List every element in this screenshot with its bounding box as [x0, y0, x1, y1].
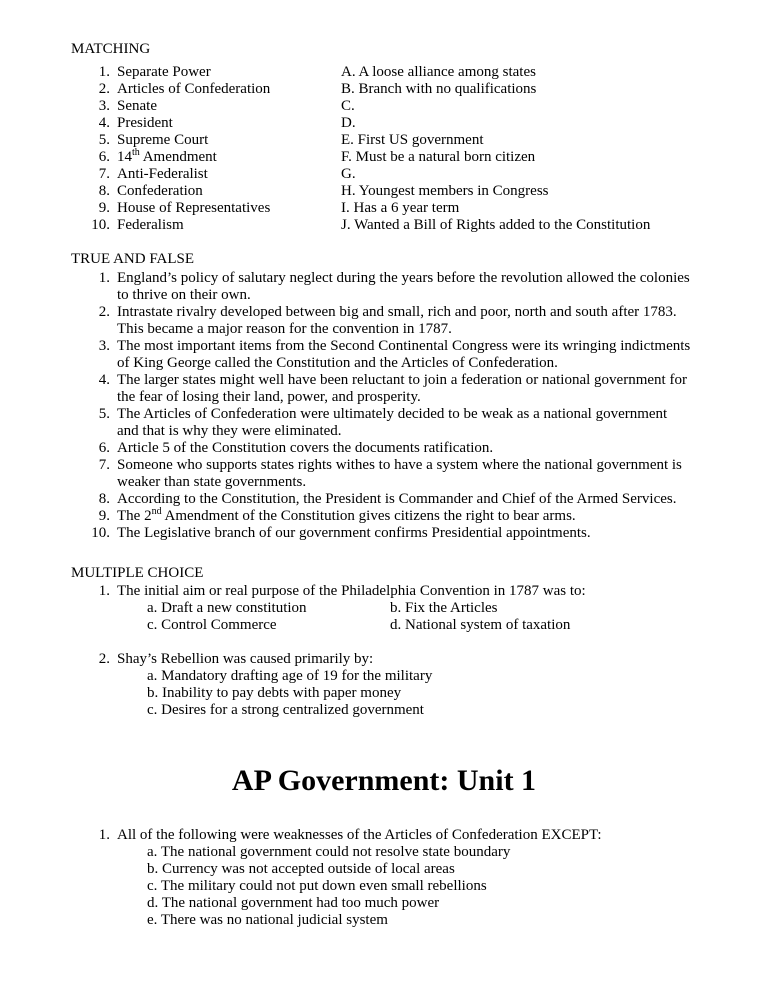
item-number: 2.: [98, 304, 110, 320]
item-text: The larger states might well have been reluctant to join a federation or national government for: [117, 372, 687, 388]
item-text: President: [117, 115, 173, 131]
item-text-cont: the fear of losing their land, power, and prosperity.: [117, 389, 421, 405]
item-text: Articles of Confederation: [117, 81, 271, 97]
matching-definition: G.: [341, 166, 356, 182]
matching-definition: I. Has a 6 year term: [341, 200, 460, 216]
matching-definition: B. Branch with no qualifications: [341, 81, 537, 97]
item-text: The most important items from the Second Continental Congress were its wringing indictments: [117, 338, 691, 354]
item-text: Federalism: [117, 217, 184, 233]
text-part: The 2: [117, 508, 152, 524]
item-number: 8.: [98, 183, 110, 199]
answer-option: d. National system of taxation: [390, 617, 571, 633]
matching-definition: H. Youngest members in Congress: [341, 183, 549, 199]
superscript: nd: [151, 506, 162, 517]
item-text-cont: to thrive on their own.: [117, 287, 251, 303]
text-part: Amendment: [139, 149, 217, 165]
item-number: 10.: [91, 525, 110, 541]
item-number: 6.: [98, 149, 110, 165]
item-text: Article 5 of the Constitution covers the documents ratification.: [117, 440, 494, 456]
matching-definition: F. Must be a natural born citizen: [341, 149, 536, 165]
text-part: 14: [117, 149, 132, 165]
question-number: 1.: [98, 583, 110, 599]
matching-definition: A. A loose alliance among states: [341, 64, 536, 80]
item-number: 8.: [98, 491, 110, 507]
item-number: 6.: [98, 440, 110, 456]
answer-option: b. Fix the Articles: [390, 600, 498, 616]
multiple-choice-heading: MULTIPLE CHOICE: [71, 565, 204, 581]
answer-option: a. Mandatory drafting age of 19 for the military: [147, 668, 433, 684]
item-number: 5.: [98, 132, 110, 148]
item-number: 7.: [98, 166, 110, 182]
item-number: 9.: [98, 200, 110, 216]
item-text-cont: This became a major reason for the convention in 1787.: [117, 321, 452, 337]
item-number: 1.: [98, 64, 110, 80]
answer-option: c. The military could not put down even small rebellions: [147, 878, 487, 894]
item-text: House of Representatives: [117, 200, 271, 216]
item-text: Supreme Court: [117, 132, 209, 148]
item-number: 9.: [98, 508, 110, 524]
item-number: 3.: [98, 338, 110, 354]
item-number: 2.: [98, 81, 110, 97]
item-number: 10.: [91, 217, 110, 233]
matching-definition: C.: [341, 98, 355, 114]
matching-definition: E. First US government: [341, 132, 484, 148]
answer-option: e. There was no national judicial system: [147, 912, 388, 928]
answer-option: a. Draft a new constitution: [147, 600, 307, 616]
item-text: The Articles of Confederation were ultimately decided to be weak as a national government: [117, 406, 668, 422]
item-text-cont: weaker than state governments.: [117, 474, 307, 490]
item-text: [117, 508, 576, 525]
item-text-cont: and that is why they were eliminated.: [117, 423, 342, 439]
answer-option: b. Inability to pay debts with paper money: [147, 685, 402, 701]
item-text: The Legislative branch of our government confirms Presidential appointments.: [117, 525, 591, 541]
text-part: Amendment of the Constitution gives citizens the right to bear arms.: [161, 508, 576, 524]
question-text: The initial aim or real purpose of the Philadelphia Convention in 1787 was to:: [117, 583, 586, 599]
answer-option: d. The national government had too much power: [147, 895, 440, 911]
item-text: Anti-Federalist: [117, 166, 208, 182]
item-text: Confederation: [117, 183, 203, 199]
matching-definition: D.: [341, 115, 356, 131]
item-text: According to the Constitution, the President is Commander and Chief of the Armed Services.: [117, 491, 677, 507]
item-text: England’s policy of salutary neglect during the years before the revolution allowed the colonies: [117, 270, 690, 286]
item-number: 7.: [98, 457, 110, 473]
item-text: Senate: [117, 98, 157, 114]
item-text: Intrastate rivalry developed between big and small, rich and poor, north and south after 1783.: [117, 304, 677, 320]
answer-option: c. Desires for a strong centralized government: [147, 702, 424, 718]
item-number: 3.: [98, 98, 110, 114]
item-text: [117, 149, 217, 166]
item-text: Someone who supports states rights withes to have a system where the national government is: [117, 457, 682, 473]
answer-option: c. Control Commerce: [147, 617, 277, 633]
item-number: 4.: [98, 372, 110, 388]
true-false-heading: TRUE AND FALSE: [71, 251, 195, 267]
item-text-cont: of King George called the Constitution and the Articles of Confederation.: [117, 355, 558, 371]
matching-heading: MATCHING: [71, 41, 151, 57]
question-number: 2.: [98, 651, 110, 667]
item-text: Separate Power: [117, 64, 211, 80]
answer-option: a. The national government could not resolve state boundary: [147, 844, 511, 860]
question-number: 1.: [98, 827, 110, 843]
superscript: th: [132, 147, 140, 158]
unit-title: AP Government: Unit 1: [231, 764, 537, 797]
question-text: Shay’s Rebellion was caused primarily by:: [117, 651, 374, 667]
item-number: 1.: [98, 270, 110, 286]
question-text: All of the following were weaknesses of the Articles of Confederation EXCEPT:: [117, 827, 602, 843]
item-number: 5.: [98, 406, 110, 422]
item-number: 4.: [98, 115, 110, 131]
matching-definition: J. Wanted a Bill of Rights added to the Constitution: [341, 217, 651, 233]
answer-option: b. Currency was not accepted outside of local areas: [147, 861, 455, 877]
